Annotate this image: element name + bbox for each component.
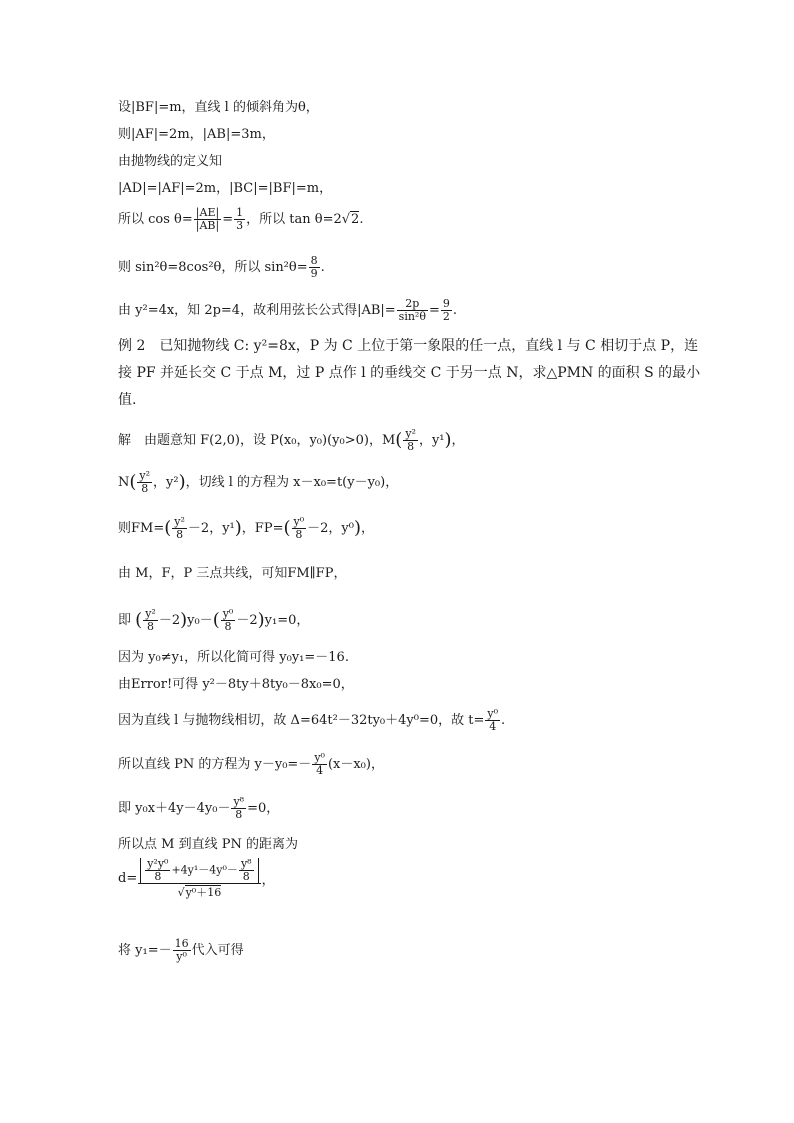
fraction-n-x: $\frac{\text{y²}}{8}$ [139, 469, 151, 495]
distance-formula: d= $\frac{\text{y²y⁰}}{8}$ +4y¹－4y⁰－ $\frac{\text{y⁸}}{8}$ √y⁰＋16 ， [118, 857, 275, 899]
solution-line-6: 因为 y₀≠y₁，所以化简可得 y₀y₁=－16. [118, 650, 349, 665]
solution-line-3: 则FM=( $\frac{\text{y²}}{8}$ －2，y¹)，FP=( $\frac{\text{y⁰}}{8}$ －2，y⁰)， [118, 515, 375, 541]
text-line-7: 由 y²=4x，知 2p=4，故利用弦长公式得|AB|= $\frac{2p}{\text{sin²θ}}$ = $\frac{9}{2}$ . [118, 297, 457, 323]
fraction-nine-halves: $\frac{9}{2}$ [442, 297, 450, 323]
text-line-6: 则 sin²θ=8cos²θ，所以 sin²θ= $\frac{8}{9}$ . [118, 254, 325, 280]
vector-fm: FM [131, 521, 154, 536]
fraction-2p-sin: $\frac{2p}{\text{sin²θ}}$ [398, 297, 426, 323]
parallel-vectors: FM∥FP [287, 566, 334, 581]
fraction-pn-slope: $\frac{\text{y⁰}}{4}$ [314, 751, 325, 777]
fraction-one-third: $\frac{1}{3}$ [236, 206, 244, 232]
solution-line-10: 即 y₀x＋4y－4y₀－ $\frac{\text{y⁸}}{8}$ =0， [118, 795, 280, 821]
sqrt-two: 2 [351, 212, 360, 227]
fraction-ae-ab: $\frac{|AE|}{|AB|}$ [195, 206, 220, 232]
text-line-1: 设|BF|=m，直线 l 的倾斜角为θ， [118, 100, 319, 115]
example-2-line-3: 值. [118, 392, 137, 408]
example-2-line-2: 接 PF 并延长交 C 于点 M，过 P 点作 l 的垂线交 C 于另一点 N，求△PMN 的面积 S 的最小 [118, 365, 701, 381]
fraction-fm: $\frac{\text{y²}}{8}$ [174, 515, 185, 541]
solution-line-9: 所以直线 PN 的方程为 y－y₀=－ $\frac{\text{y⁰}}{4}$ (x－x₀)， [118, 751, 384, 777]
solution-line-7: 由Error!可得 y²－8ty＋8ty₀－8x₀=0， [118, 677, 354, 692]
solution-line-2: N( $\frac{\text{y²}}{8}$ ，y²)，切线 l 的方程为 x－x₀=t(y－y₀)， [118, 469, 399, 495]
solution-line-1: 解 由题意知 F(2,0)，设 P(x₀，y₀)(y₀>0)，M( $\frac{\text{y²}}{8}$ ，y¹)， [118, 427, 465, 453]
fraction-t: $\frac{\text{y⁰}}{4}$ [487, 707, 498, 733]
fraction-pn-const: $\frac{\text{y⁸}}{8}$ [233, 795, 245, 821]
fraction-fp: $\frac{\text{y⁰}}{8}$ [293, 515, 305, 541]
example-2-line-1: 例 2 已知抛物线 C: y²=8x，P 为 C 上位于第一象限的任一点，直线 l 与 C 相切于点 P，连 [118, 338, 699, 354]
text-line-4: |AD|=|AF|=2m，|BC|=|BF|=m， [118, 181, 333, 196]
text-line-3: 由抛物线的定义知 [118, 154, 223, 169]
fraction-distance: $\frac{\text{y²y⁰}}{8}$ +4y¹－4y⁰－ $\frac{\text{y⁸}}{8}$ √y⁰＋16 [138, 858, 260, 899]
fraction-c1: $\frac{\text{y²}}{8}$ [145, 607, 156, 633]
solution-line-5: 即 ( $\frac{\text{y²}}{8}$ －2)y₀－( $\frac{\text{y⁰}}{8}$ －2)y₁=0， [118, 607, 310, 633]
fraction-m-x: $\frac{\text{y²}}{8}$ [405, 427, 416, 453]
fraction-c2: $\frac{\text{y⁰}}{8}$ [222, 607, 234, 633]
text-line-2: 则|AF|=2m，|AB|=3m， [118, 127, 275, 142]
solution-line-4: 由 M，F，P 三点共线，可知FM∥FP， [118, 566, 347, 581]
text-line-5: 所以 cos θ= $\frac{|AE|}{|AB|}$ = $\frac{1}{3}$ ，所以 tan θ=2√2. [118, 206, 364, 232]
solution-line-11: 所以点 M 到直线 PN 的距离为 [118, 837, 298, 852]
fraction-eight-ninths: $\frac{8}{9}$ [310, 254, 318, 280]
tan-theta-label: ，所以 tan θ=2 [246, 212, 342, 227]
solution-line-8: 因为直线 l 与抛物线相切，故 Δ=64t²－32ty₀＋4y⁰=0，故 t= $\frac{\text{y⁰}}{4}$ . [118, 707, 506, 733]
vector-fp: FP [254, 521, 273, 536]
fraction-y1: $\frac{16}{\text{y⁰}}$ [174, 937, 189, 963]
solution-line-13: 将 y₁=－ $\frac{16}{\text{y⁰}}$ 代入可得 [118, 937, 244, 963]
cos-theta-label: 所以 cos θ= [118, 212, 193, 227]
